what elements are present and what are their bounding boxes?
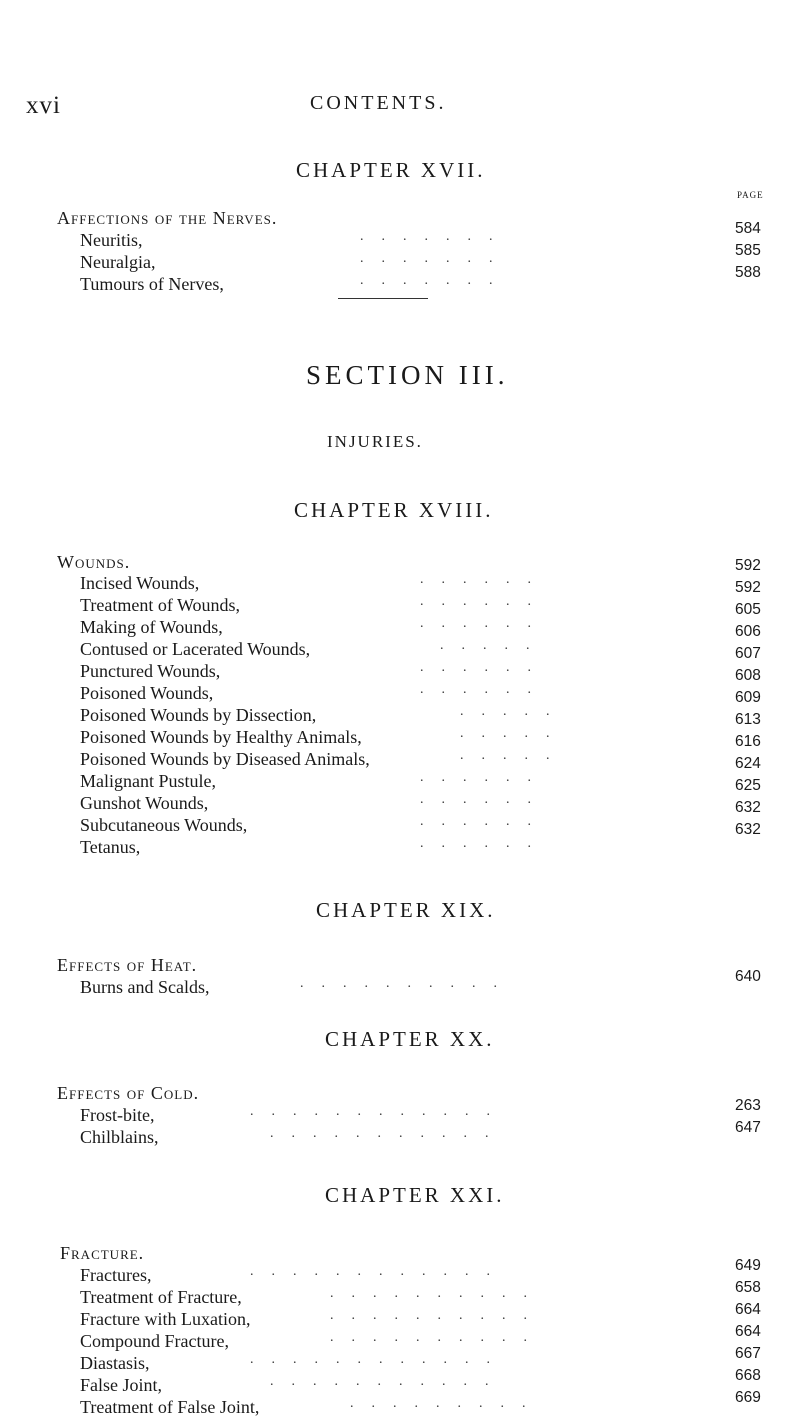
chapter-18-title: CHAPTER XVIII.	[294, 498, 494, 522]
page-number: xvi	[26, 92, 61, 119]
chapter-20-heading: Effects of Cold.	[57, 1083, 200, 1103]
page-ref: 616	[735, 733, 761, 750]
page-ref: 609	[735, 689, 761, 706]
leader-dots: ..........	[330, 1308, 545, 1323]
page-ref: 608	[735, 667, 761, 684]
list-item: Contused or Lacerated Wounds,	[80, 639, 311, 659]
list-item: Compound Fracture,	[80, 1331, 229, 1351]
chapter-19-title: CHAPTER XIX.	[316, 898, 496, 922]
list-item: Gunshot Wounds,	[80, 793, 209, 813]
page-ref: 647	[735, 1119, 761, 1136]
leader-dots: ......	[420, 770, 549, 785]
page-ref: 606	[735, 623, 761, 640]
leader-dots: ............	[250, 1352, 508, 1367]
chapter-21-pages	[735, 1255, 761, 1409]
chapter-18-heading: Wounds.	[57, 552, 131, 572]
leader-dots: .......	[360, 273, 511, 288]
page-ref: 584	[735, 220, 761, 237]
list-item: Treatment of False Joint,	[80, 1397, 260, 1417]
page-ref: 585	[735, 242, 761, 259]
chapter-20-entries	[80, 1104, 159, 1148]
chapter-19-heading: Effects of Heat.	[57, 955, 198, 975]
running-title: CONTENTS.	[310, 92, 447, 114]
leader-dots: ......	[420, 616, 549, 631]
list-item: Making of Wounds,	[80, 617, 223, 637]
page-ref: 625	[735, 777, 761, 794]
page-ref: 588	[735, 264, 761, 281]
leader-dots: .....	[440, 638, 548, 653]
list-item: Incised Wounds,	[80, 573, 200, 593]
page-ref: 664	[735, 1301, 761, 1318]
list-item: Fractures,	[80, 1265, 152, 1285]
leader-dots: ..........	[300, 976, 515, 991]
page-column-label: PAGE	[737, 190, 764, 200]
page-ref: 613	[735, 711, 761, 728]
page-ref: 632	[735, 821, 761, 838]
leader-dots: ......	[420, 814, 549, 829]
list-item: Treatment of Wounds,	[80, 595, 241, 615]
leader-dots: ......	[420, 792, 549, 807]
list-item: Subcutaneous Wounds,	[80, 815, 248, 835]
chapter-17-entries	[80, 229, 224, 295]
list-item: Punctured Wounds,	[80, 661, 221, 681]
list-item: Poisoned Wounds by Diseased Animals,	[80, 749, 370, 769]
list-item: Treatment of Fracture,	[80, 1287, 242, 1307]
section-subtitle: INJURIES.	[327, 432, 423, 451]
chapter-17-heading: Affections of the Nerves.	[57, 208, 278, 228]
list-item: Fracture with Luxation,	[80, 1309, 251, 1329]
list-item: Diastasis,	[80, 1353, 150, 1373]
list-item: False Joint,	[80, 1375, 163, 1395]
chapter-21-heading: Fracture.	[60, 1243, 145, 1263]
page-ref: 667	[735, 1345, 761, 1362]
leader-dots: ............	[250, 1104, 508, 1119]
leader-dots: ...........	[270, 1374, 507, 1389]
chapter-18-pages	[735, 555, 761, 841]
page-ref: 605	[735, 601, 761, 618]
page-ref: 592	[735, 557, 761, 574]
chapter-19-entries	[80, 976, 210, 998]
list-item: Neuralgia,	[80, 252, 156, 272]
leader-dots: ......	[420, 660, 549, 675]
list-item: Tetanus,	[80, 837, 141, 857]
page-ref: 592	[735, 579, 761, 596]
page-ref: 668	[735, 1367, 761, 1384]
page-ref: 263	[735, 1097, 761, 1114]
page-ref: 640	[735, 968, 761, 985]
page-ref: 632	[735, 799, 761, 816]
list-item: Neuritis,	[80, 230, 143, 250]
chapter-21-title: CHAPTER XXI.	[325, 1183, 505, 1207]
divider	[338, 298, 428, 299]
leader-dots: .......	[360, 229, 511, 244]
section-title: SECTION III.	[306, 360, 509, 390]
list-item: Frost-bite,	[80, 1105, 155, 1125]
leader-dots: ..........	[330, 1286, 545, 1301]
leader-dots: .......	[360, 251, 511, 266]
list-item: Malignant Pustule,	[80, 771, 216, 791]
leader-dots: ......	[420, 682, 549, 697]
list-item: Poisoned Wounds by Healthy Animals,	[80, 727, 362, 747]
list-item: Burns and Scalds,	[80, 977, 210, 997]
chapter-20-pages	[735, 1095, 761, 1139]
page-ref: 607	[735, 645, 761, 662]
leader-dots: ..........	[330, 1330, 545, 1345]
leader-dots: .....	[460, 748, 568, 763]
page-ref: 664	[735, 1323, 761, 1340]
leader-dots: .....	[460, 726, 568, 741]
list-item: Tumours of Nerves,	[80, 274, 224, 294]
chapter-20-title: CHAPTER XX.	[325, 1027, 495, 1051]
leader-dots: ...........	[270, 1126, 507, 1141]
page-ref: 649	[735, 1257, 761, 1274]
list-item: Poisoned Wounds,	[80, 683, 214, 703]
list-item: Poisoned Wounds by Dissection,	[80, 705, 317, 725]
leader-dots: ......	[420, 594, 549, 609]
chapter-21-entries	[80, 1264, 259, 1418]
page-ref: 624	[735, 755, 761, 772]
leader-dots: ......	[420, 836, 549, 851]
leader-dots: .....	[460, 704, 568, 719]
chapter-17-title: CHAPTER XVII.	[296, 158, 486, 182]
page-ref: 658	[735, 1279, 761, 1296]
list-item: Chilblains,	[80, 1127, 159, 1147]
leader-dots: ............	[250, 1264, 508, 1279]
chapter-19-pages	[735, 966, 761, 988]
chapter-18-entries	[80, 572, 370, 858]
chapter-17-pages	[735, 218, 761, 284]
leader-dots: .........	[350, 1396, 544, 1411]
page-ref: 669	[735, 1389, 761, 1406]
leader-dots: ......	[420, 572, 549, 587]
